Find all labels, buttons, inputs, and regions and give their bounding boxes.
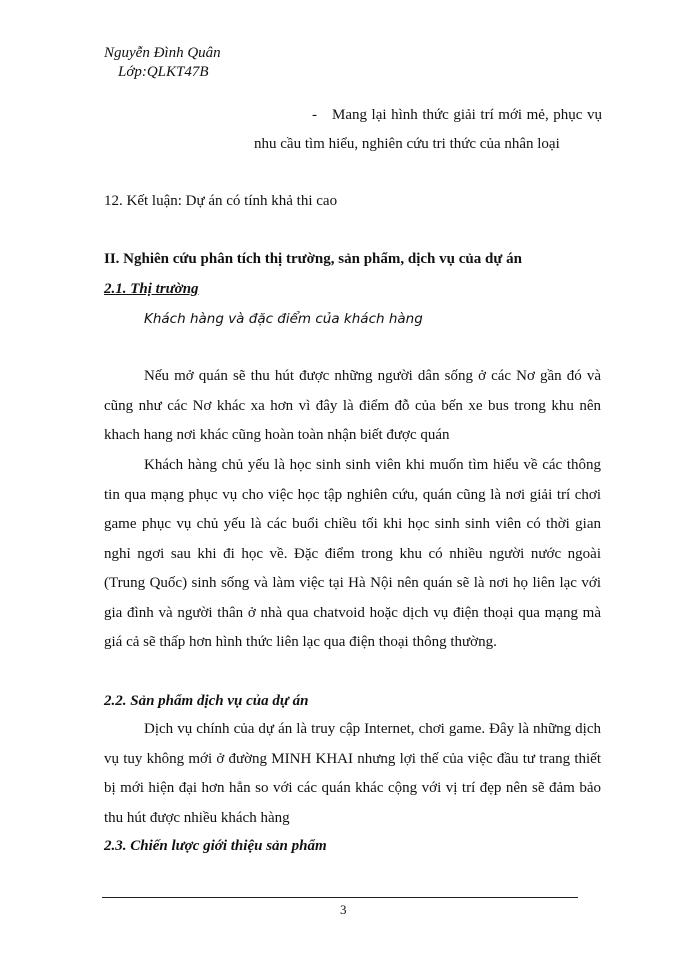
bullet-item [254, 101, 602, 159]
heading-2-1: 2.1. Thị trường [104, 281, 199, 297]
section-title: II. Nghiên cứu phân tích thị trường, sản phẩm, dịch vụ của dự án [104, 251, 522, 267]
page-number: 3 [340, 902, 347, 917]
conclusion-line: 12. Kết luận: Dự án có tính khả thi cao [104, 193, 338, 209]
heading-2-3: 2.3. Chiến lược giới thiệu sản phẩm [104, 838, 327, 854]
author-name: Nguyễn Đình Quân [104, 45, 221, 61]
class-label: Lớp:QLKT47B [118, 64, 209, 80]
page-header [104, 44, 221, 82]
subheading-customers: Khách hàng và đặc điểm của khách hàng [144, 311, 423, 327]
paragraph-market-1: Nếu mở quán sẽ thu hút được những người dân sống ở các Nơ gần đó và cũng như các Nơ khác xa hơn vì đây là điểm đỗ của bến xe bus trong khu nên khach hang nơi khác cũng hoàn toàn nhận biết được quán [104, 368, 601, 443]
footer-divider [102, 897, 578, 898]
paragraph-market-2: Khách hàng chủ yếu là học sinh sinh viên khi muốn tìm hiểu về các thông tin qua mạng phục vụ cho việc học tập nghiên cứu, quán cũng là nơi giải trí chơi game phục vụ chủ yếu là các buổi chiều tối khi học sinh sinh viên có thời gian nghỉ ngơi sau khi đi học về. Đặc điểm trong khu có nhiều người nước ngoài (Trung Quốc) sinh sống và làm việc tại Hà Nội nên quán sẽ là nơi họ liên lạc với gia đình và người thân ở nhà qua chatvoid hoặc dịch vụ điện thoại qua mạng mà giá cả sẽ thấp hơn hình thức liên lạc qua điện thoại thông thường. [104, 457, 601, 650]
bullet-text: Mang lại hình thức giải trí mới mẻ, phục vụ nhu cầu tìm hiểu, nghiên cứu tri thức của nhân loại [254, 107, 602, 152]
bullet-dash: - [312, 107, 317, 123]
paragraph-products: Dịch vụ chính của dự án là truy cập Internet, chơi game. Đây là những dịch vụ tuy không mới ở đường MINH KHAI nhưng lợi thế của việc đầu tư trang thiết bị mới hiện đại hơn hẳn so với các quán khác cộng với vị trí đẹp nên sẽ đảm bảo thu hút được nhiều khách hàng [104, 721, 601, 826]
heading-2-2: 2.2. Sản phẩm dịch vụ của dự án [104, 693, 309, 709]
